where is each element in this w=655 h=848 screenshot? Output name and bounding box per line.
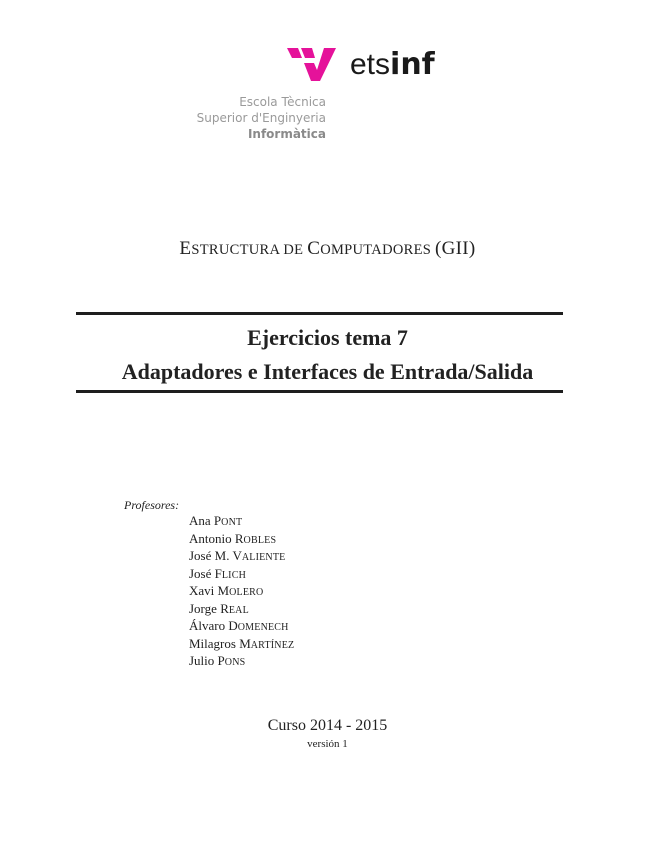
professor-first-name: Milagros: [189, 635, 240, 651]
professor-last-initial: V: [232, 548, 242, 563]
professors-list: [189, 513, 294, 671]
professor-item: [189, 531, 294, 549]
professor-last-rest: OBLES: [243, 534, 277, 546]
professor-first-name: Álvaro: [189, 618, 229, 633]
professor-first-name: Ana: [189, 513, 214, 528]
bottom-rule: [76, 390, 563, 393]
document-title: Ejercicios tema 7: [247, 325, 408, 350]
professor-last-initial: M: [217, 583, 230, 598]
professors-label: Profesores:: [124, 498, 180, 512]
version-label: versión 1: [307, 738, 348, 750]
professor-last-initial: R: [220, 600, 229, 616]
school-line-3: Informàtica: [247, 127, 326, 141]
professor-first-name: José M.: [189, 548, 233, 563]
upv-v-logo-icon: [287, 45, 337, 81]
document-subtitle: Adaptadores e Interfaces de Entrada/Salida: [121, 359, 534, 384]
professor-last-rest: OMENECH: [237, 622, 289, 633]
professor-first-name: Julio: [189, 653, 218, 668]
professor-last-initial: R: [234, 530, 244, 546]
professor-first-name: Jorge: [189, 600, 221, 616]
course-part-3: [435, 238, 476, 259]
professor-last-initial: P: [217, 653, 225, 668]
course-part-2: [307, 238, 435, 259]
professor-item: [189, 548, 294, 566]
professor-item: [189, 601, 294, 619]
course-cap: C: [307, 238, 321, 259]
etsinf-logo-text: [350, 48, 435, 82]
professor-item: [189, 566, 294, 584]
professor-item: [189, 636, 294, 654]
professor-last-rest: ONT: [221, 517, 243, 528]
professor-item: [189, 618, 294, 636]
professor-last-rest: ARTÍNEZ: [250, 639, 295, 651]
logo-word-light: ets: [350, 48, 391, 81]
professor-last-rest: LICH: [221, 569, 247, 581]
professor-item: [189, 513, 294, 531]
course-cap: (GII): [435, 238, 476, 259]
top-rule: [76, 312, 563, 315]
course-title: [0, 238, 655, 260]
course-part-1: [179, 238, 307, 259]
professor-item: [189, 653, 294, 671]
professor-last-rest: OLERO: [229, 587, 264, 598]
professor-last-rest: ONS: [224, 657, 246, 668]
course-smallcaps: OMPUTADORES: [320, 242, 436, 258]
professor-first-name: José: [189, 565, 215, 581]
professor-last-initial: F: [214, 565, 222, 581]
course-cap: E: [179, 238, 192, 259]
professor-first-name: Xavi: [189, 583, 218, 598]
professor-last-rest: EAL: [228, 604, 249, 616]
logo-word-bold: inf: [390, 47, 435, 82]
professor-first-name: Antonio: [189, 530, 235, 546]
professor-item: [189, 583, 294, 601]
academic-year: Curso 2014 - 2015: [267, 717, 388, 734]
professor-last-initial: D: [228, 618, 238, 633]
course-smallcaps: STRUCTURA DE: [191, 242, 308, 258]
school-name: [197, 94, 326, 142]
professor-last-initial: P: [213, 513, 222, 528]
school-line-1: Escola Tècnica: [239, 95, 326, 109]
professor-last-initial: M: [239, 635, 251, 651]
professor-last-rest: ALIENTE: [241, 552, 286, 563]
school-line-2: Superior d'Enginyeria: [196, 111, 326, 125]
